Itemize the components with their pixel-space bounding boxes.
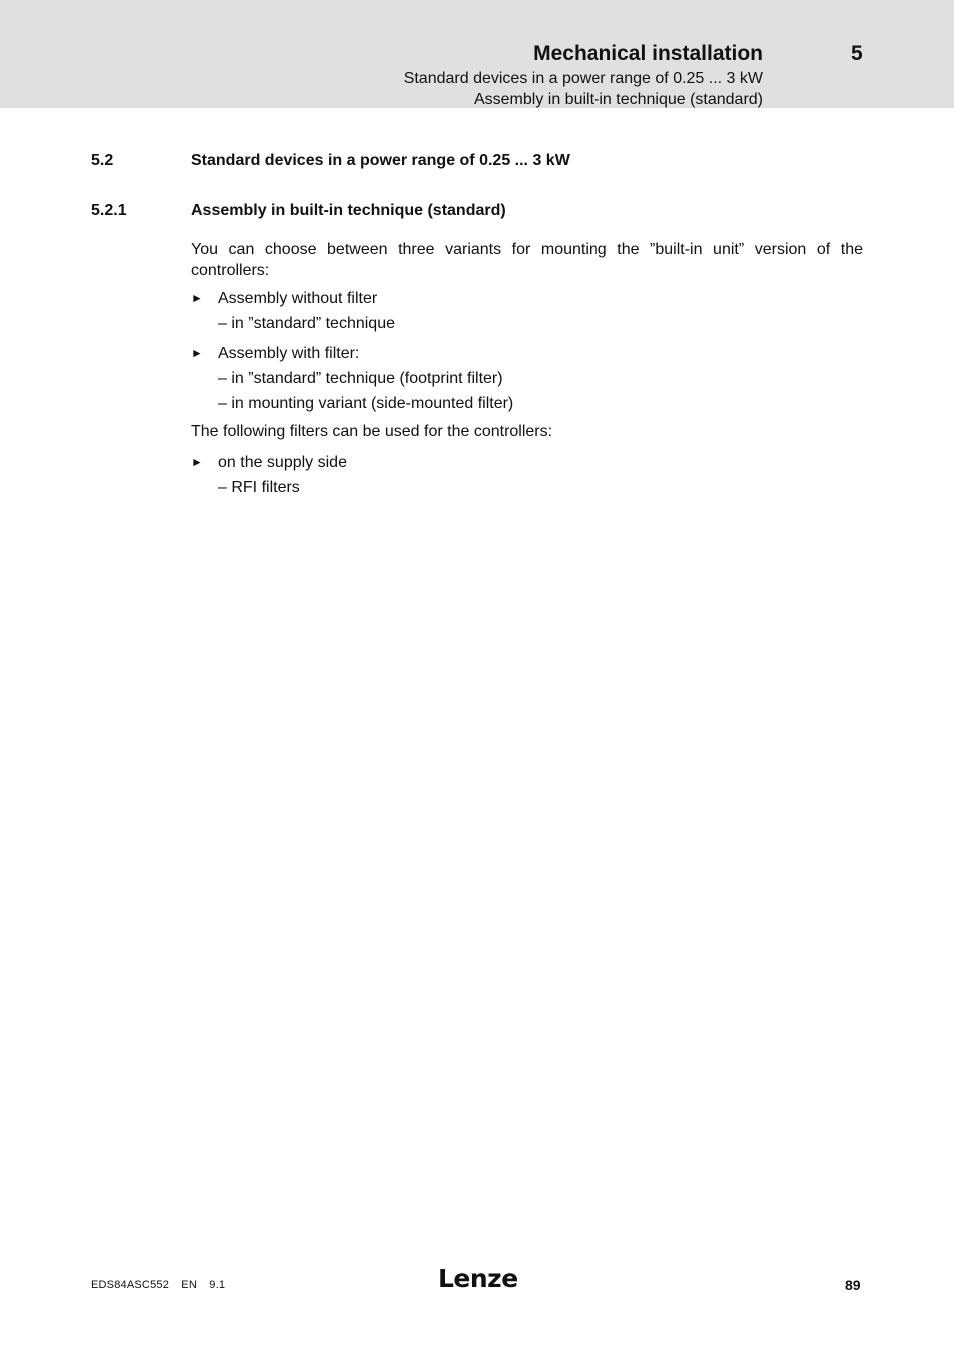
section-title: Standard devices in a power range of 0.25 ... 3 kW: [191, 152, 570, 169]
list-item: [191, 450, 863, 500]
running-header: [404, 40, 763, 110]
body-content: [191, 239, 863, 500]
header-subtitle-2: Assembly in built-in technique (standard): [473, 91, 763, 108]
subsection-title: Assembly in built-in technique (standard): [191, 202, 506, 219]
subsection-number: 5.2.1: [91, 202, 127, 219]
header-subtitle-1: Standard devices in a power range of 0.25 ... 3 kW: [403, 70, 763, 87]
lenze-logo: Lenze: [438, 1264, 518, 1293]
chapter-title: Mechanical installation: [533, 42, 763, 65]
list-item: [191, 341, 863, 416]
triangle-bullet-icon: ►: [191, 291, 203, 305]
list-item: [191, 286, 863, 336]
page-number: 89: [845, 1277, 861, 1293]
document-id: EDS84ASC552: [91, 1279, 170, 1291]
document-version: 9.1: [209, 1279, 226, 1291]
footer-document-info: [91, 1277, 234, 1293]
triangle-bullet-icon: ►: [191, 346, 203, 360]
variant-list: [191, 286, 863, 416]
section-number: 5.2: [91, 152, 114, 169]
list-subitem: – in ”standard” technique: [218, 315, 395, 332]
list-subitem: – in ”standard” technique (footprint filter): [218, 370, 503, 387]
filter-list: [191, 450, 863, 500]
list-subitem: – in mounting variant (side-mounted filter): [218, 395, 514, 412]
document-language: EN: [181, 1279, 197, 1291]
intro-paragraph: You can choose between three variants for mounting the ”built-in unit” version of the controllers:: [191, 241, 863, 279]
list-item-label: Assembly with filter:: [218, 345, 360, 362]
list-item-label: Assembly without filter: [218, 290, 378, 307]
list-item-label: on the supply side: [218, 454, 347, 471]
chapter-number: 5: [851, 42, 863, 65]
list-subitem: – RFI filters: [218, 479, 300, 496]
filters-intro-paragraph: The following filters can be used for the controllers:: [191, 423, 553, 440]
triangle-bullet-icon: ►: [191, 455, 203, 469]
